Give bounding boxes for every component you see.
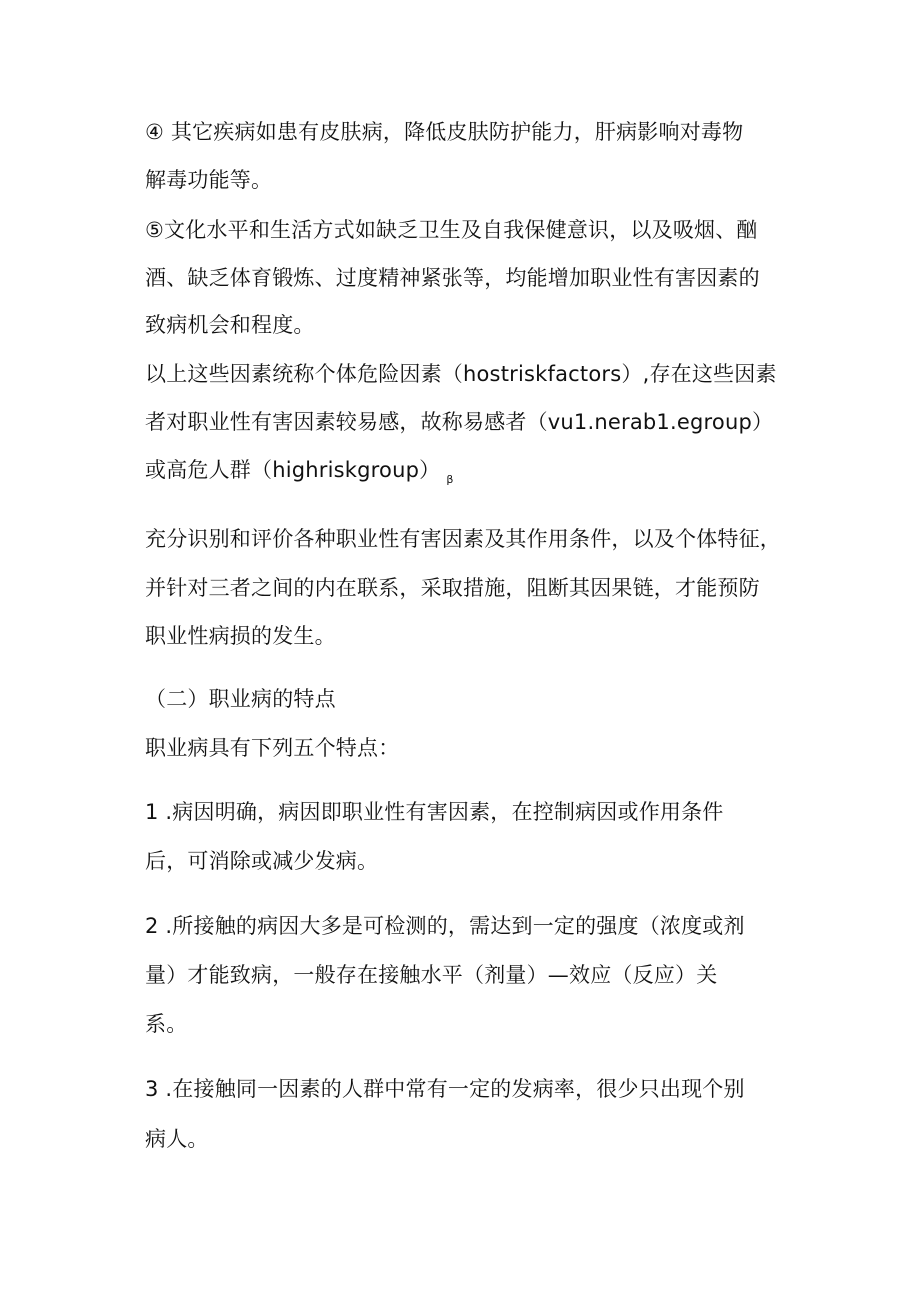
- text-line: 并针对三者之间的内在联系，采取措施，阻断其因果链，才能预防: [145, 576, 760, 600]
- text-line: 职业病具有下列五个特点：: [145, 736, 400, 760]
- text-line: 解毒功能等。: [145, 168, 273, 192]
- list-item-line: 3 .在接触同一因素的人群中常有一定的发病率，很少只出现个别: [145, 1077, 745, 1101]
- text-line: 者对职业性有害因素较易感，故称易感者（vu1.nerab1.egroup）: [145, 410, 774, 434]
- text-line-with-mark: [145, 456, 454, 494]
- list-item-line: 2 .所接触的病因大多是可检测的，需达到一定的强度（浓度或剂: [145, 914, 745, 938]
- list-item-line: 量）才能致病，一般存在接触水平（剂量）—效应（反应）关: [145, 963, 718, 987]
- text-line: ⑤文化水平和生活方式如缺乏卫生及自我保健意识，以及吸烟、酗: [145, 218, 758, 242]
- list-item-line: 后，可消除或减少发病。: [145, 849, 379, 873]
- text-line: 充分识别和评价各种职业性有害因素及其作用条件，以及个体特征，: [145, 527, 781, 551]
- text-line: ④ 其它疾病如患有皮肤病，降低皮肤防护能力，肝病影响对毒物: [145, 120, 744, 144]
- section-heading: （二）职业病的特点: [145, 687, 336, 711]
- list-item-line: 系。: [145, 1012, 188, 1036]
- text-line: 职业性病损的发生。: [145, 624, 336, 648]
- text-line: 以上这些因素统称个体危险因素（hostriskfactors）,存在这些因素: [145, 362, 777, 386]
- list-item-line: 病人。: [145, 1127, 209, 1151]
- beta-mark: β: [446, 473, 454, 486]
- text-line: 致病机会和程度。: [145, 313, 315, 337]
- list-item-line: 1 .病因明确，病因即职业性有害因素，在控制病因或作用条件: [145, 800, 724, 824]
- text-line: 或高危人群（highriskgroup）: [145, 458, 441, 482]
- text-line: 酒、缺乏体育锻炼、过度精神紧张等，均能增加职业性有害因素的: [145, 266, 760, 290]
